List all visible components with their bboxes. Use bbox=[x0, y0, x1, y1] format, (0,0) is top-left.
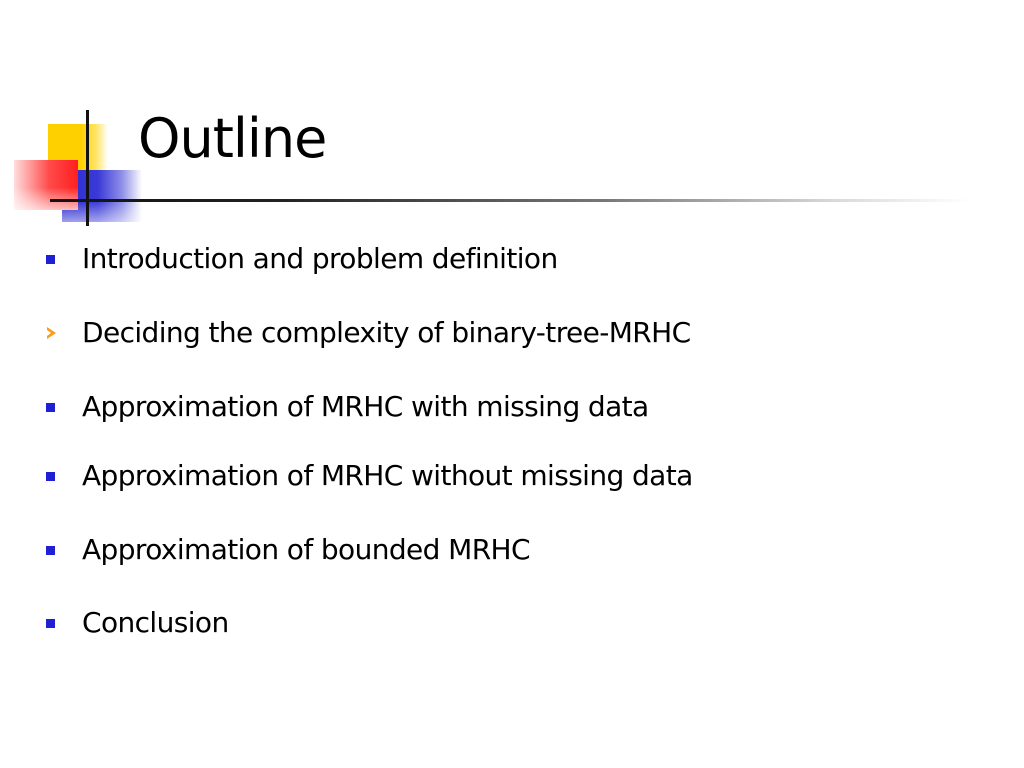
square-bullet-icon bbox=[44, 455, 82, 495]
bullet-item-bounded bbox=[44, 529, 530, 569]
bullet-text: Approximation of MRHC without missing data bbox=[82, 458, 693, 492]
bullet-item-introduction bbox=[44, 238, 558, 278]
square-bullet-icon bbox=[44, 529, 82, 569]
bullet-item-conclusion bbox=[44, 602, 229, 642]
arrow-bullet-icon bbox=[44, 312, 82, 352]
bullet-text: Approximation of MRHC with missing data bbox=[82, 389, 649, 423]
slide-title: Outline bbox=[138, 107, 327, 170]
decorative-vertical-line bbox=[86, 110, 89, 226]
bullet-text: Conclusion bbox=[82, 605, 229, 639]
bullet-text: Deciding the complexity of binary-tree-MRHC bbox=[82, 315, 691, 349]
square-bullet-icon bbox=[44, 238, 82, 278]
bullet-item-without-missing-data bbox=[44, 455, 693, 495]
bullet-text: Introduction and problem definition bbox=[82, 241, 558, 275]
square-bullet-icon bbox=[44, 386, 82, 426]
square-bullet-icon bbox=[44, 602, 82, 642]
title-underline bbox=[50, 199, 970, 202]
bullet-text: Approximation of bounded MRHC bbox=[82, 532, 530, 566]
decorative-red-fade bbox=[14, 160, 78, 210]
bullet-item-complexity bbox=[44, 312, 691, 352]
bullet-item-missing-data bbox=[44, 386, 649, 426]
